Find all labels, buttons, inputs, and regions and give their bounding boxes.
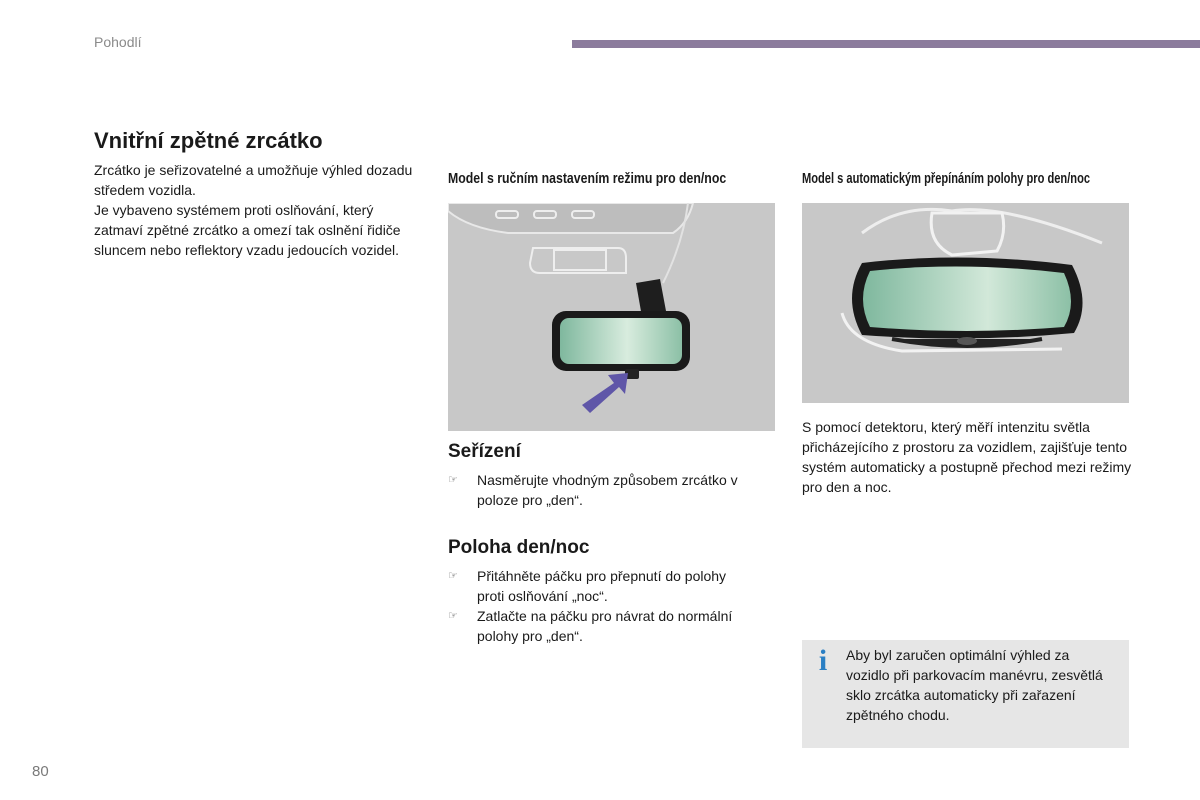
auto-mirror-illustration (802, 203, 1129, 403)
adjustment-bullet (448, 470, 748, 510)
page-title: Vnitřní zpětné zrcátko (94, 128, 323, 153)
pointer-icon: ☞ (448, 610, 458, 622)
page-number: 80 (32, 763, 49, 780)
info-text: Aby byl zaručen optimální výhled za vozidlo při parkovacím manévru, zesvětlá sklo zrcátka automaticky při zařazení zpětného chodu. (846, 647, 1103, 723)
section-label: Pohodlí (94, 34, 142, 50)
info-icon: i (818, 644, 828, 677)
adjustment-heading: Seřízení (448, 441, 521, 462)
manual-mirror-illustration (448, 203, 775, 431)
day-night-bullet (448, 606, 748, 646)
manual-model-heading: Model s ručním nastavením režimu pro den/noc (448, 170, 727, 187)
bullet-text: Zatlačte na páčku pro návrat do normální polohy pro „den“. (477, 608, 733, 644)
bullet-text: Nasměrujte vhodným způsobem zrcátko v poloze pro „den“. (477, 472, 738, 508)
header-bar (572, 40, 1200, 48)
pointer-icon: ☞ (448, 474, 458, 486)
auto-description: S pomocí detektoru, který měří intenzitu světla přicházejícího z prostoru za vozidlem, zajišťuje tento systém automaticky a postupně přechod mezi režimy pro den a noc. (802, 419, 1132, 495)
intro-text: Zrcátko je seřizovatelné a umožňuje výhled dozadu středem vozidla. Je vybaveno systémem proti oslňování, který zatmaví zpětné zrcátko a omezí tak oslnění řidiče sluncem nebo reflektory vzadu jedoucích vozidel. (94, 162, 413, 258)
day-night-heading: Poloha den/noc (448, 537, 590, 558)
bullet-text: Přitáhněte páčku pro přepnutí do polohy proti oslňování „noc“. (477, 568, 727, 604)
day-night-bullet (448, 566, 748, 606)
info-box (802, 640, 1129, 748)
auto-model-heading: Model s automatickým přepínáním polohy pro den/noc (802, 170, 1091, 187)
pointer-icon: ☞ (448, 570, 458, 582)
